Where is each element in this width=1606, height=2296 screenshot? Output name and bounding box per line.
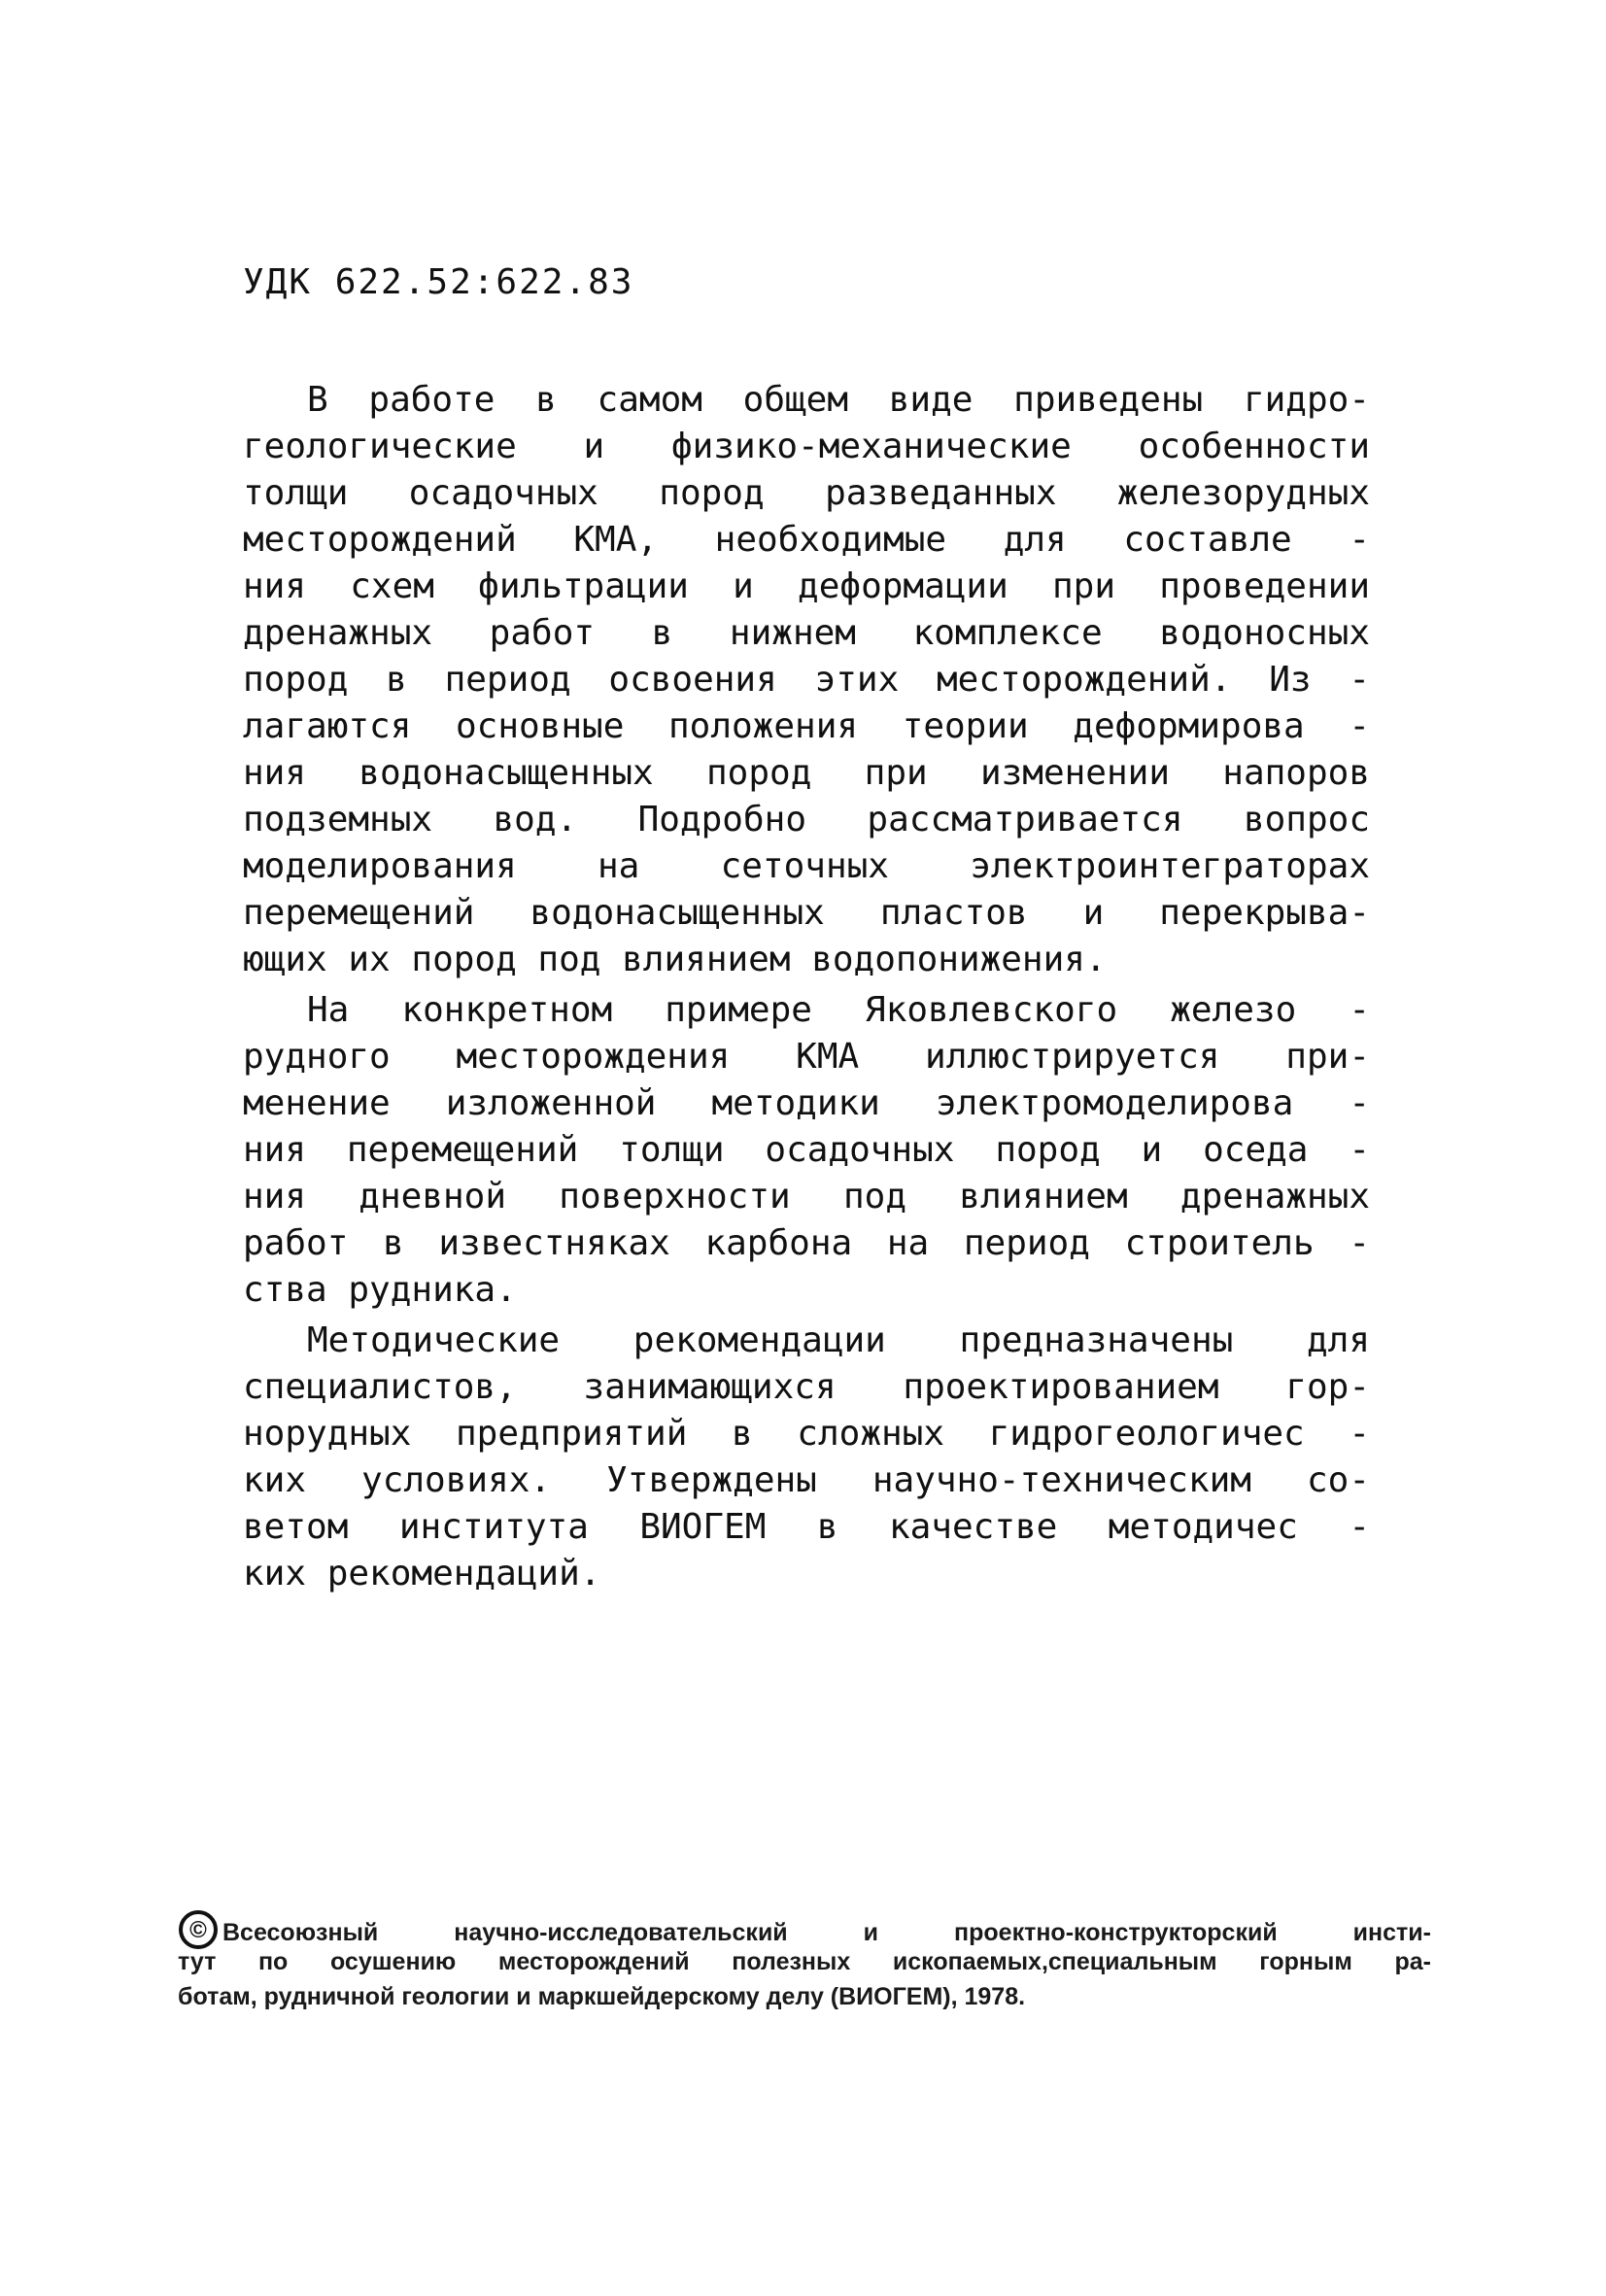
text-line: пород в период освоения этих месторождений. Из - xyxy=(243,660,1370,700)
text-line: месторождений КМА, необходимые для составле - xyxy=(243,520,1370,560)
copyright-symbol: © xyxy=(189,1917,207,1943)
text-line: лагаются основные положения теории деформирова - xyxy=(243,706,1370,746)
text-line: моделирования на сеточных электроинтеграторах xyxy=(243,846,1370,886)
text-line: толщи осадочных пород разведанных железорудных xyxy=(243,473,1370,513)
text-line: рудного месторождения КМА иллюстрируется при- xyxy=(243,1037,1370,1077)
text-line: ких условиях. Утверждены научно-техническим со- xyxy=(243,1460,1370,1500)
text-line: дренажных работ в нижнем комплексе водоносных xyxy=(243,613,1370,653)
udc-code: УДК 622.52:622.83 xyxy=(243,262,634,302)
abstract xyxy=(243,377,1370,1601)
abstract-paragraph-1 xyxy=(243,377,1370,983)
copyright-line: тут по осушению месторождений полезных ископаемых,специальным горным ра- xyxy=(178,1948,1431,1975)
text-line: ветом института ВИОГЕМ в качестве методичес - xyxy=(243,1507,1370,1547)
text-line: перемещений водонасыщенных пластов и перекрыва- xyxy=(243,893,1370,933)
text-line: норудных предприятий в сложных гидрогеологичес - xyxy=(243,1414,1370,1454)
text-line: геологические и физико-механические особенности xyxy=(243,427,1370,466)
text-line: ния схем фильтрации и деформации при проведении xyxy=(243,566,1370,606)
text-line: ющих их пород под влиянием водопонижения. xyxy=(243,940,1107,979)
text-line: ких рекомендаций. xyxy=(243,1554,601,1593)
copyright-line xyxy=(178,1909,1431,1944)
text-line: ния водонасыщенных пород при изменении напоров xyxy=(243,753,1370,793)
copyright-notice xyxy=(178,1909,1431,2014)
text-line: Методические рекомендации предназначены для xyxy=(307,1320,1370,1360)
text-line: ния перемещений толщи осадочных пород и оседа - xyxy=(243,1130,1370,1170)
text-line: ства рудника. xyxy=(243,1270,517,1310)
text-line: работ в известняках карбона на период строитель - xyxy=(243,1223,1370,1263)
text-line: специалистов, занимающихся проектированием гор- xyxy=(243,1367,1370,1407)
abstract-paragraph-2 xyxy=(243,987,1370,1314)
text-line: менение изложенной методики электромоделирова - xyxy=(243,1083,1370,1123)
text-line: В работе в самом общем виде приведены гидро- xyxy=(307,380,1370,420)
abstract-paragraph-3 xyxy=(243,1318,1370,1597)
text-line: подземных вод. Подробно рассматривается вопрос xyxy=(243,800,1370,840)
copyright-line: ботам, рудничной геологии и маркшейдерскому делу (ВИОГЕМ), 1978. xyxy=(178,1983,1026,2010)
text-line: На конкретном примере Яковлевского железо - xyxy=(307,990,1370,1030)
text-line: ния дневной поверхности под влиянием дренажных xyxy=(243,1177,1370,1217)
copyright-text-1: Всесоюзный научно-исследовательский и проектно-конструкторский инсти- xyxy=(222,1919,1431,1946)
